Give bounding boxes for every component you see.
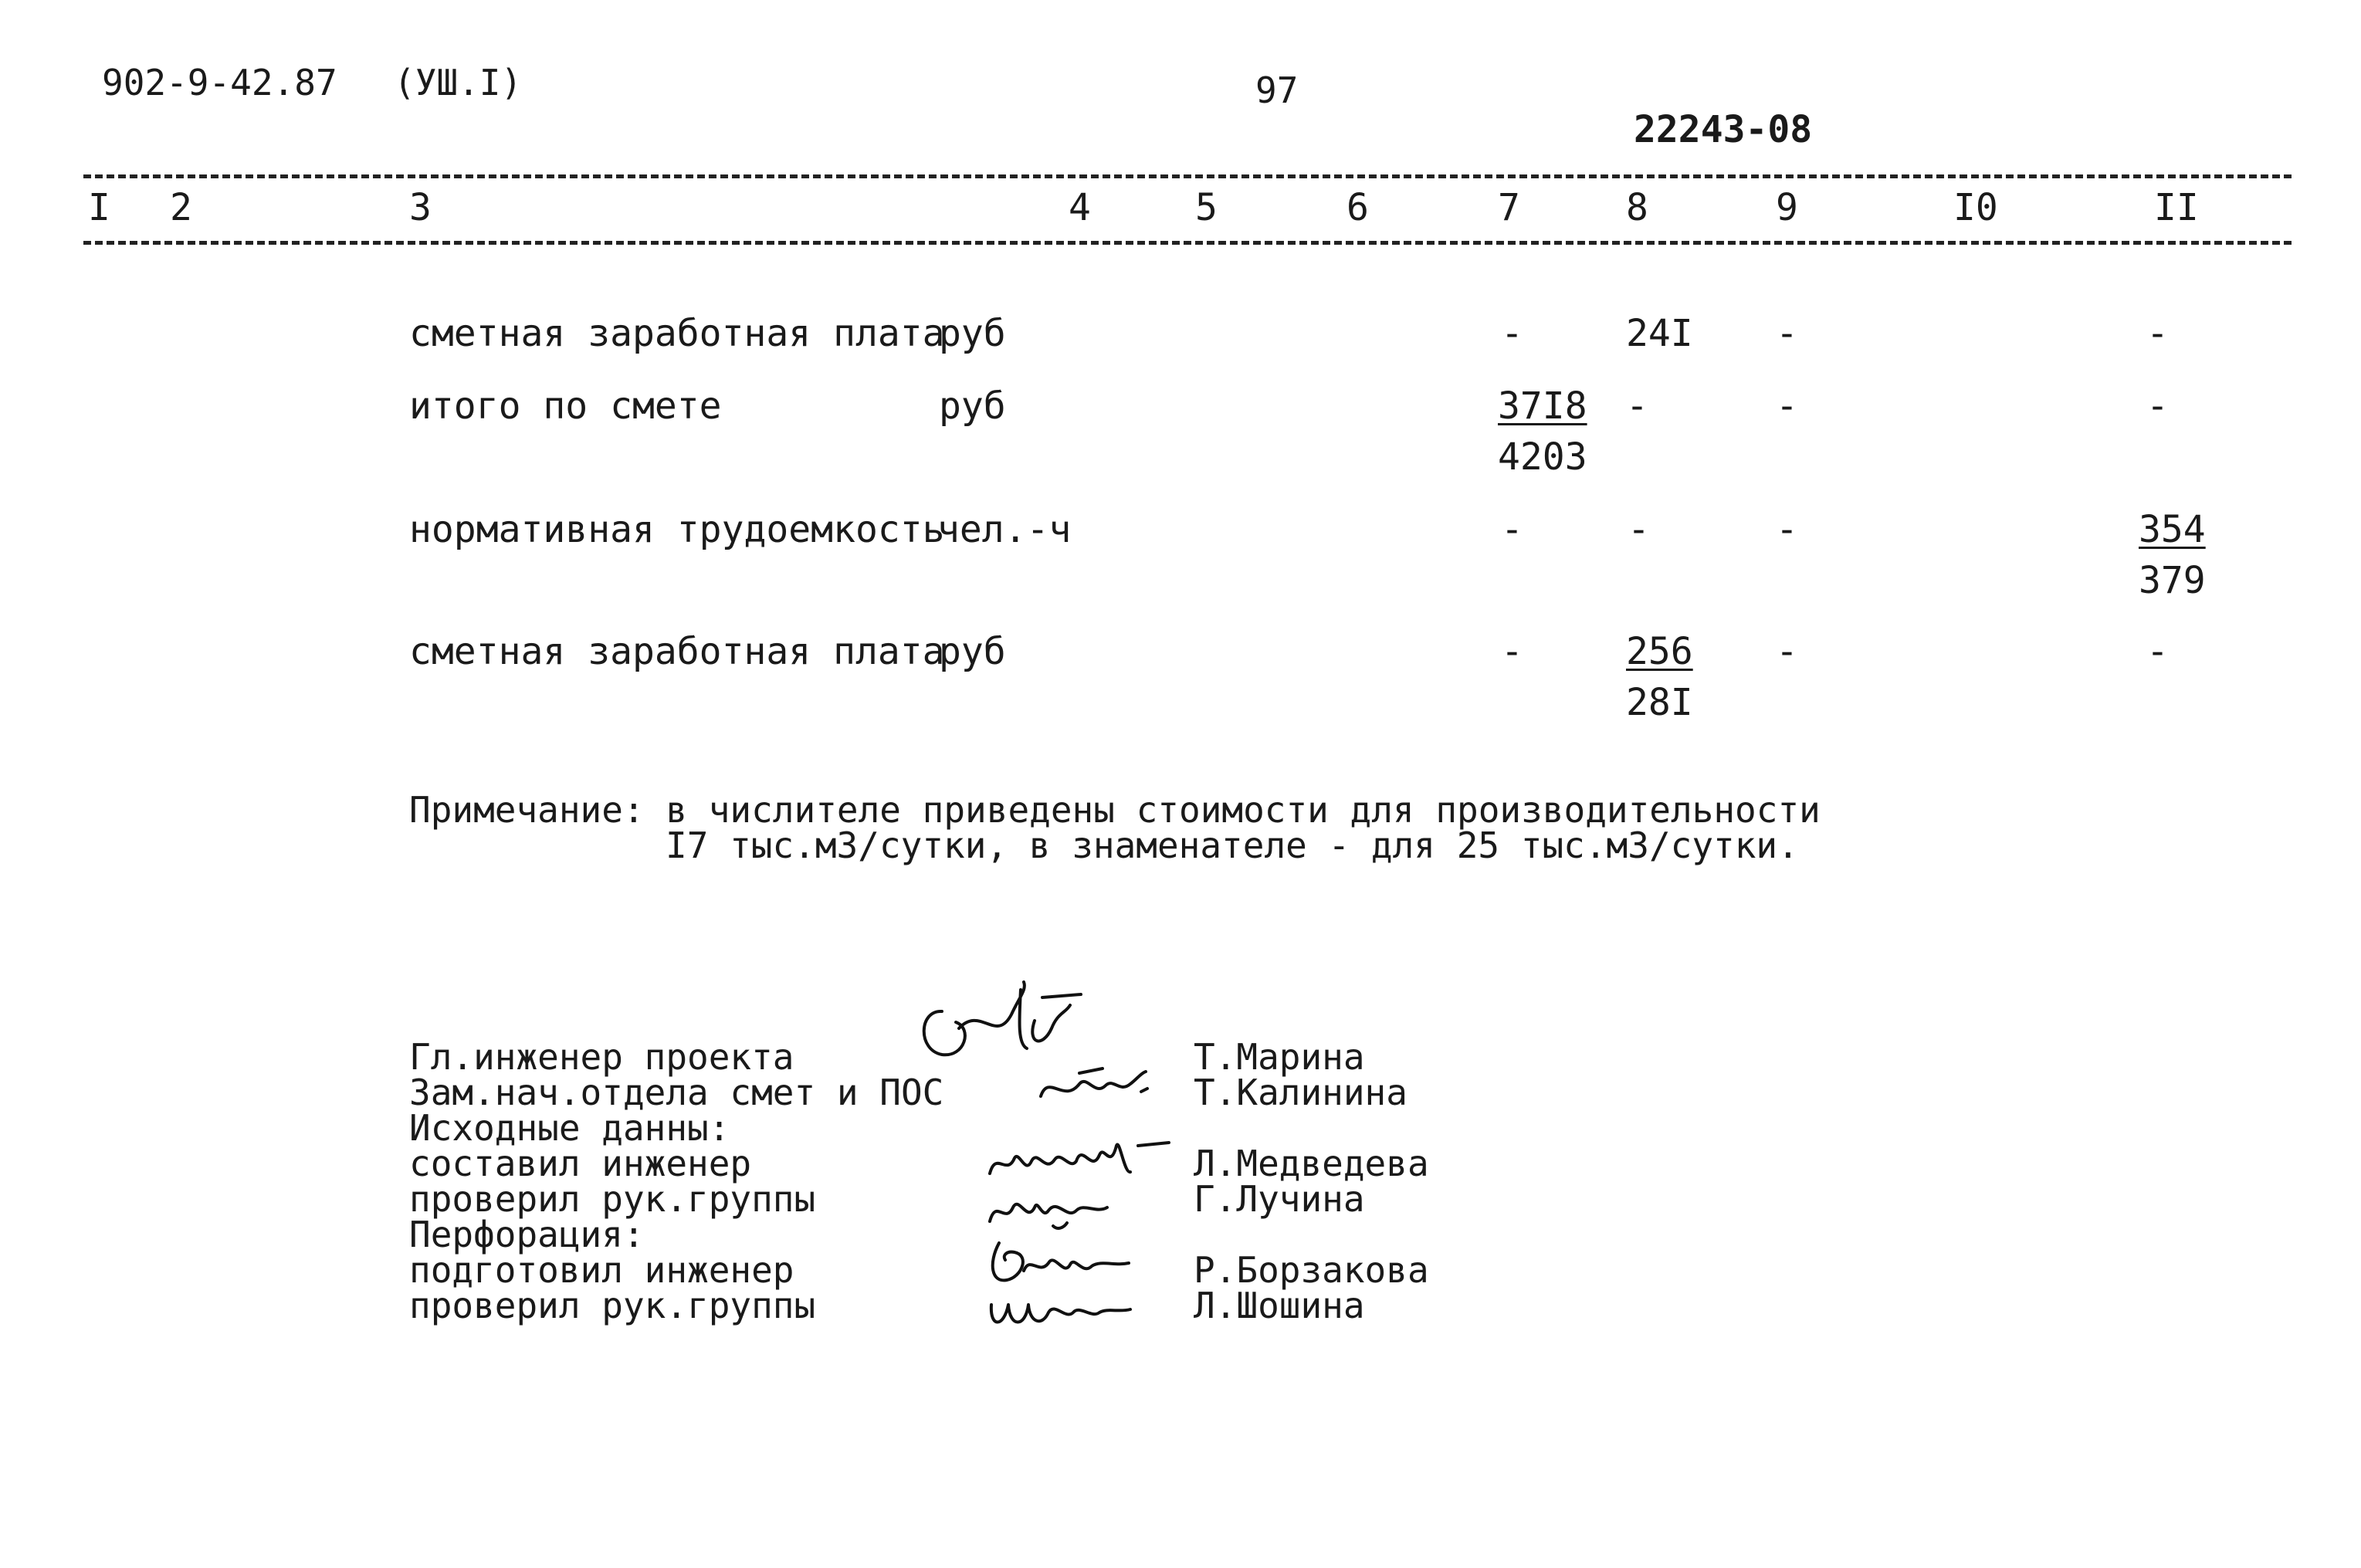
row-item-name: нормативная трудоемкость bbox=[409, 508, 945, 551]
cell-col9: - bbox=[1776, 384, 1798, 428]
cell-col7: - bbox=[1501, 312, 1523, 355]
signer-role: проверил рук.группы bbox=[409, 1178, 816, 1220]
column-header: I0 bbox=[1953, 186, 1998, 229]
document-code: 902-9-42.87 bbox=[102, 62, 337, 103]
section-label: Исходные данны: bbox=[409, 1107, 730, 1149]
cell-col11: - bbox=[2146, 384, 2169, 428]
cell-col7-denominator: 4203 bbox=[1498, 435, 1587, 479]
page-number: 97 bbox=[1255, 69, 1299, 111]
signer-name: Р.Борзакова bbox=[1194, 1249, 1429, 1291]
signer-role: Гл.инженер проекта bbox=[409, 1036, 794, 1078]
column-header: 5 bbox=[1195, 186, 1218, 229]
handwritten-signature bbox=[1033, 1058, 1164, 1112]
cell-col11: - bbox=[2146, 630, 2169, 673]
column-header: 2 bbox=[170, 186, 192, 229]
signer-name: Л.Шошина bbox=[1194, 1285, 1365, 1326]
cell-col9: - bbox=[1776, 508, 1798, 551]
cell-col9: - bbox=[1776, 630, 1798, 673]
footnote-line-1: Примечание: в числителе приведены стоимости для производительности bbox=[409, 789, 1821, 831]
column-header: 9 bbox=[1776, 186, 1798, 229]
column-header: 8 bbox=[1626, 186, 1648, 229]
album-number: (УШ.I) bbox=[394, 62, 523, 103]
cell-col11: - bbox=[2146, 312, 2169, 355]
signer-role: подготовил инженер bbox=[409, 1249, 794, 1291]
signer-role: Зам.нач.отдела смет и ПОС bbox=[409, 1072, 944, 1113]
row-item-name: сметная заработная плата bbox=[409, 630, 945, 673]
cell-col8: - bbox=[1628, 508, 1650, 551]
signer-name: Т.Калинина bbox=[1194, 1072, 1407, 1113]
signer-role: составил инженер bbox=[409, 1143, 752, 1184]
column-header: 6 bbox=[1346, 186, 1369, 229]
column-header: II bbox=[2154, 186, 2199, 229]
column-header: 7 bbox=[1498, 186, 1520, 229]
row-unit: руб bbox=[939, 630, 1006, 673]
cell-col7-numerator: 37I8 bbox=[1498, 384, 1587, 428]
handwritten-signature bbox=[984, 1282, 1138, 1336]
cell-col8: 24I bbox=[1626, 312, 1693, 355]
section-label: Перфорация: bbox=[409, 1214, 645, 1255]
cell-col8-denominator: 28I bbox=[1626, 681, 1693, 724]
signer-role: проверил рук.группы bbox=[409, 1285, 816, 1326]
row-unit: чел.-ч bbox=[937, 508, 1072, 551]
cell-col8-numerator: 256 bbox=[1626, 630, 1693, 673]
column-header: 3 bbox=[409, 186, 432, 229]
row-item-name: итого по смете bbox=[409, 384, 722, 428]
signer-name: Т.Марина bbox=[1194, 1036, 1365, 1078]
table-top-rule bbox=[83, 174, 2292, 178]
column-header: I bbox=[88, 186, 110, 229]
column-header: 4 bbox=[1069, 186, 1091, 229]
cell-col7: - bbox=[1501, 508, 1523, 551]
cell-col11-denominator: 379 bbox=[2139, 559, 2206, 602]
inventory-number: 22243-08 bbox=[1634, 108, 1813, 151]
cell-col7: - bbox=[1501, 630, 1523, 673]
cell-col8: - bbox=[1626, 384, 1648, 428]
signer-name: Л.Медведева bbox=[1194, 1143, 1429, 1184]
cell-col11-numerator: 354 bbox=[2139, 508, 2206, 551]
row-unit: руб bbox=[939, 384, 1006, 428]
row-item-name: сметная заработная плата bbox=[409, 312, 945, 355]
cell-col9: - bbox=[1776, 312, 1798, 355]
table-header-rule bbox=[83, 241, 2292, 245]
signer-name: Г.Лучина bbox=[1194, 1178, 1365, 1220]
footnote-line-2: I7 тыс.м3/сутки, в знаменателе - для 25 тыс.м3/сутки. bbox=[666, 825, 1799, 866]
handwritten-signature bbox=[984, 1180, 1123, 1234]
row-unit: руб bbox=[939, 312, 1006, 355]
